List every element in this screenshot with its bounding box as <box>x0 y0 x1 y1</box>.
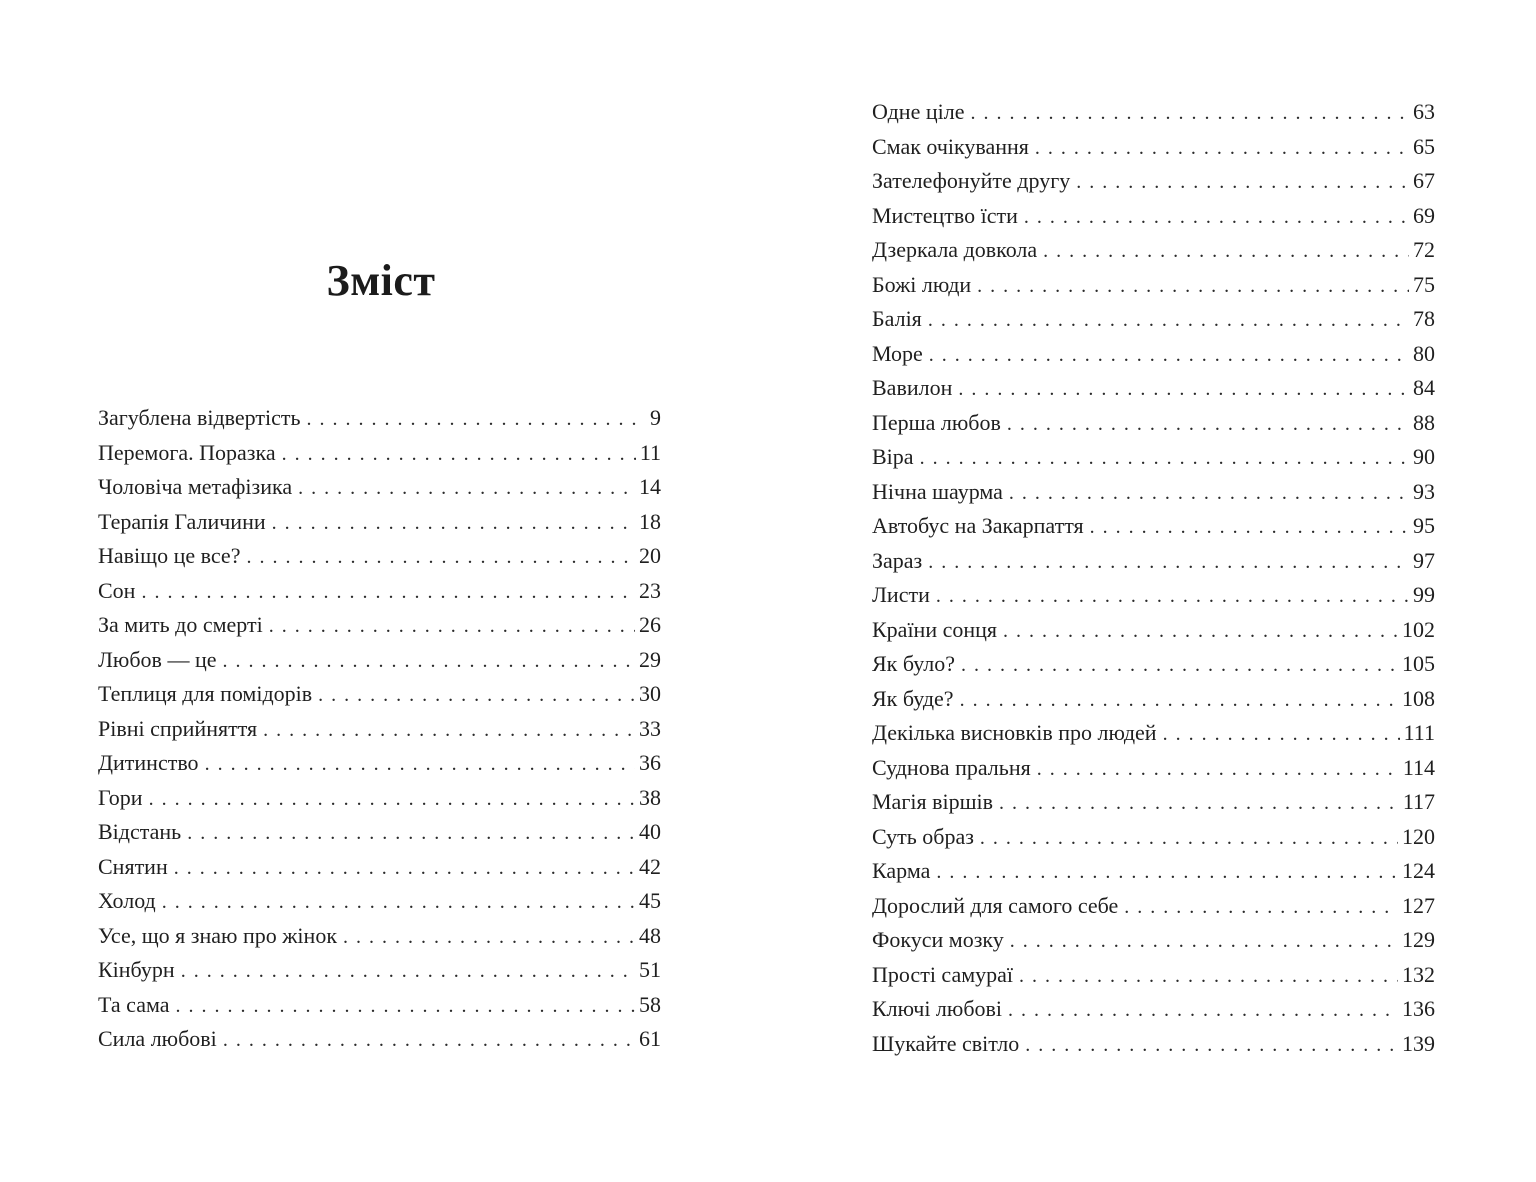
toc-entry <box>872 130 1435 165</box>
dot-leader <box>1024 200 1409 235</box>
toc-entry-title: Декілька висновків про людей <box>872 720 1157 745</box>
dot-leader <box>223 1023 635 1058</box>
dot-leader <box>1010 924 1398 959</box>
dot-leader <box>174 851 635 886</box>
toc-entry <box>98 401 661 436</box>
toc-entry-page-number: 26 <box>639 612 661 637</box>
toc-entry <box>872 854 1435 889</box>
dot-leader <box>1163 717 1400 752</box>
toc-entry <box>98 712 661 747</box>
dot-leader <box>307 402 639 437</box>
toc-entry <box>98 505 661 540</box>
toc-entry <box>872 406 1435 441</box>
toc-entry-page-number: 105 <box>1402 651 1435 676</box>
toc-entry-page-number: 36 <box>639 750 661 775</box>
dot-leader <box>1035 131 1409 166</box>
toc-entry-title: Ключі любові <box>872 996 1003 1021</box>
dot-leader <box>1007 407 1409 442</box>
toc-entry <box>98 746 661 781</box>
toc-entry-page-number: 88 <box>1413 409 1435 435</box>
toc-left-column <box>98 401 661 1057</box>
toc-entry-title: Усе, що я знаю про жінок <box>98 922 338 948</box>
toc-entry-title: Сон <box>98 577 136 603</box>
toc-entry-title: Та сама <box>98 991 170 1017</box>
toc-entry-title: Мистецтво їсти <box>872 202 1018 228</box>
toc-entry <box>872 509 1435 544</box>
toc-entry-title: Балія <box>872 306 922 331</box>
dot-leader <box>960 683 1398 718</box>
dot-leader <box>958 372 1409 407</box>
toc-entry <box>98 815 661 850</box>
toc-entry <box>872 268 1435 303</box>
toc-entry-page-number: 136 <box>1402 996 1435 1021</box>
dot-leader <box>999 786 1399 821</box>
toc-entry <box>98 850 661 885</box>
toc-entry-page-number: 20 <box>639 543 661 568</box>
dot-leader <box>343 920 635 955</box>
toc-entry <box>98 1022 661 1057</box>
toc-entry <box>872 544 1435 579</box>
toc-entry-title: Дитинство <box>98 750 199 775</box>
toc-entry <box>98 539 661 574</box>
dot-leader <box>920 441 1409 476</box>
toc-entry-page-number: 69 <box>1413 202 1435 228</box>
toc-entry-page-number: 40 <box>639 819 661 844</box>
toc-entry <box>872 992 1435 1027</box>
dot-leader <box>977 269 1409 304</box>
toc-entry <box>872 923 1435 958</box>
toc-entry-title: Рівні сприйняття <box>98 715 258 741</box>
toc-entry-title: Гори <box>98 784 143 810</box>
toc-entry <box>98 884 661 919</box>
toc-entry-page-number: 42 <box>639 853 661 879</box>
toc-entry-page-number: 23 <box>639 577 661 603</box>
toc-entry <box>98 781 661 816</box>
toc-entry-title: Навіщо це все? <box>98 543 241 568</box>
toc-entry-page-number: 80 <box>1413 340 1435 366</box>
toc-entry <box>872 440 1435 475</box>
toc-entry <box>872 475 1435 510</box>
toc-entry-page-number: 127 <box>1402 892 1435 918</box>
toc-entry-page-number: 97 <box>1413 547 1435 573</box>
toc-entry-title: Суть образ <box>872 823 974 849</box>
dot-leader <box>269 609 635 644</box>
toc-entry-title: Перша любов <box>872 409 1001 435</box>
toc-entry-page-number: 90 <box>1413 444 1435 469</box>
dot-leader <box>1090 510 1409 545</box>
toc-entry-title: Кінбурн <box>98 957 175 982</box>
toc-entry-page-number: 124 <box>1402 858 1435 883</box>
dot-leader <box>928 303 1409 338</box>
toc-entry-title: Віра <box>872 444 914 469</box>
toc-entry <box>98 919 661 954</box>
toc-entry-page-number: 29 <box>639 646 661 672</box>
toc-entry-page-number: 117 <box>1402 789 1435 814</box>
toc-entry-title: Одне ціле <box>872 99 965 124</box>
toc-entry-title: Шукайте світло <box>872 1030 1020 1056</box>
toc-entry-page-number: 72 <box>1413 237 1435 262</box>
toc-entry <box>98 436 661 471</box>
toc-entry-page-number: 67 <box>1413 168 1435 193</box>
toc-entry-title: Божі люди <box>872 271 972 297</box>
toc-entry-page-number: 120 <box>1402 823 1435 849</box>
dot-leader <box>1003 614 1398 649</box>
dot-leader <box>1025 1028 1398 1063</box>
dot-leader <box>176 989 636 1024</box>
dot-leader <box>272 506 635 541</box>
toc-entry-title: Як буде? <box>872 685 954 711</box>
toc-entry-title: Дзеркала довкола <box>872 237 1038 262</box>
toc-right-column <box>872 95 1435 1061</box>
toc-entry <box>872 682 1435 717</box>
dot-leader <box>1043 234 1409 269</box>
toc-entry-title: Автобус на Закарпаття <box>872 513 1084 538</box>
page-title: Зміст <box>326 256 436 305</box>
toc-entry-title: Зараз <box>872 547 923 573</box>
toc-entry <box>872 233 1435 268</box>
dot-leader <box>298 471 635 506</box>
dot-leader <box>1076 165 1409 200</box>
dot-leader <box>1008 993 1398 1028</box>
dot-leader <box>187 816 635 851</box>
toc-entry-page-number: 129 <box>1402 927 1435 952</box>
toc-entry <box>98 953 661 988</box>
toc-entry-title: Смак очікування <box>872 133 1029 159</box>
dot-leader <box>936 579 1409 614</box>
toc-entry <box>98 643 661 678</box>
toc-entry-page-number: 132 <box>1402 961 1435 987</box>
toc-entry-title: Зателефонуйте другу <box>872 168 1071 193</box>
toc-entry <box>872 95 1435 130</box>
toc-entry <box>872 613 1435 648</box>
toc-entry-page-number: 111 <box>1403 720 1435 745</box>
toc-entry-title: Листи <box>872 582 930 607</box>
toc-entry <box>872 716 1435 751</box>
toc-entry-page-number: 11 <box>639 439 661 465</box>
toc-entry-page-number: 18 <box>639 508 661 534</box>
dot-leader <box>222 644 635 679</box>
toc-entry-title: Прості самураї <box>872 961 1014 987</box>
toc-entry-page-number: 30 <box>639 681 661 706</box>
toc-entry-page-number: 99 <box>1413 582 1435 607</box>
toc-entry-title: Фокуси мозку <box>872 927 1004 952</box>
toc-entry <box>872 958 1435 993</box>
toc-entry-page-number: 48 <box>639 922 661 948</box>
toc-entry-title: Нічна шаурма <box>872 478 1003 504</box>
toc-entry <box>872 751 1435 786</box>
toc-entry-title: Терапія Галичини <box>98 508 266 534</box>
toc-entry-title: Магія віршів <box>872 789 994 814</box>
toc-entry <box>872 647 1435 682</box>
dot-leader <box>1124 890 1398 925</box>
toc-entry <box>98 988 661 1023</box>
toc-entry <box>872 199 1435 234</box>
toc-entry-page-number: 63 <box>1413 99 1435 124</box>
toc-entry-page-number: 75 <box>1413 271 1435 297</box>
toc-entry-title: Суднова пральня <box>872 754 1031 780</box>
toc-entry-title: Любов — це <box>98 646 217 672</box>
dot-leader <box>929 338 1409 373</box>
toc-entry-page-number: 33 <box>639 715 661 741</box>
toc-entry <box>872 164 1435 199</box>
toc-entry-title: Холод <box>98 888 156 913</box>
toc-entry-title: За мить до смерті <box>98 612 263 637</box>
dot-leader <box>928 545 1409 580</box>
toc-entry-page-number: 114 <box>1402 754 1435 780</box>
toc-entry-page-number: 58 <box>639 991 661 1017</box>
toc-entry <box>872 820 1435 855</box>
toc-entry-page-number: 61 <box>639 1026 661 1051</box>
toc-entry <box>98 574 661 609</box>
toc-entry <box>872 785 1435 820</box>
toc-entry-page-number: 65 <box>1413 133 1435 159</box>
dot-leader <box>282 437 636 472</box>
toc-entry-page-number: 45 <box>639 888 661 913</box>
toc-entry-page-number: 38 <box>639 784 661 810</box>
toc-entry-page-number: 95 <box>1413 513 1435 538</box>
toc-entry-title: Відстань <box>98 819 182 844</box>
dot-leader <box>980 821 1398 856</box>
dot-leader <box>970 96 1409 131</box>
dot-leader <box>162 885 635 920</box>
toc-entry-page-number: 93 <box>1413 478 1435 504</box>
toc-entry-title: Загублена відвертість <box>98 405 301 430</box>
toc-entry-page-number: 102 <box>1402 616 1435 642</box>
toc-entry-title: Країни сонця <box>872 616 998 642</box>
dot-leader <box>1009 476 1409 511</box>
toc-entry-page-number: 139 <box>1402 1030 1435 1056</box>
toc-entry-title: Сила любові <box>98 1026 217 1051</box>
dot-leader <box>246 540 635 575</box>
toc-entry-page-number: 51 <box>639 957 661 982</box>
toc-entry <box>872 889 1435 924</box>
toc-entry-title: Як було? <box>872 651 955 676</box>
dot-leader <box>961 648 1398 683</box>
toc-entry-page-number: 84 <box>1413 375 1435 400</box>
toc-entry <box>872 302 1435 337</box>
dot-leader <box>205 747 635 782</box>
toc-entry-page-number: 14 <box>639 474 661 499</box>
toc-entry-title: Чоловіча метафізика <box>98 474 293 499</box>
toc-entry <box>872 371 1435 406</box>
dot-leader <box>1037 752 1399 787</box>
toc-entry <box>98 470 661 505</box>
dot-leader <box>181 954 635 989</box>
dot-leader <box>141 575 635 610</box>
dot-leader <box>149 782 635 817</box>
toc-entry-page-number: 108 <box>1402 685 1435 711</box>
toc-entry <box>872 337 1435 372</box>
dot-leader <box>936 855 1398 890</box>
toc-entry-title: Снятин <box>98 853 168 879</box>
dot-leader <box>1019 959 1398 994</box>
toc-entry <box>98 677 661 712</box>
toc-entry <box>872 578 1435 613</box>
dot-leader <box>318 678 635 713</box>
toc-entry <box>98 608 661 643</box>
toc-entry-title: Теплиця для помідорів <box>98 681 313 706</box>
toc-entry-title: Море <box>872 340 923 366</box>
toc-entry-title: Карма <box>872 858 931 883</box>
toc-entry-page-number: 78 <box>1413 306 1435 331</box>
toc-entry-page-number: 9 <box>650 405 661 430</box>
dot-leader <box>263 713 635 748</box>
toc-entry <box>872 1027 1435 1062</box>
toc-entry-title: Дорослий для самого себе <box>872 892 1119 918</box>
toc-entry-title: Перемога. Поразка <box>98 439 276 465</box>
toc-entry-title: Вавилон <box>872 375 953 400</box>
